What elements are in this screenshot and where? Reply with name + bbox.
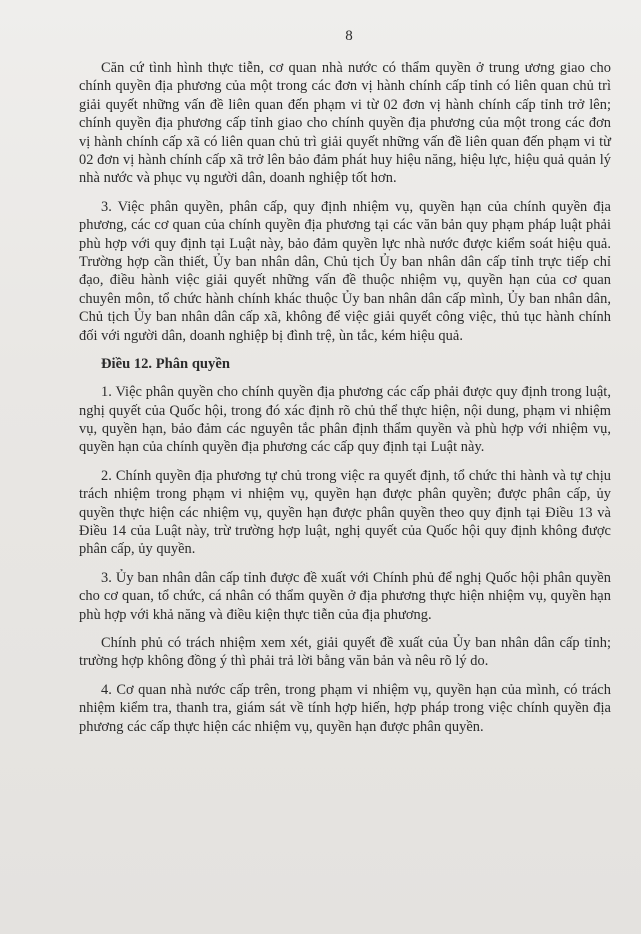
article-heading: Điều 12. Phân quyền: [101, 356, 230, 373]
paragraph: 2. Chính quyền địa phương tự chủ trong việc ra quyết định, tổ chức thi hành và tự chịu trách nhiệm trong phạm vi nhiệm vụ, quyền hạn được phân quyền; được phân cấp, ủy quyền thực hiện các nhiệm vụ, quyền hạn được phân quyền theo quy định tại Điều 13 và Điều 14 của Luật này, trừ trường hợp luật, nghị quyết của Quốc hội quy định không được phân cấp, ủy quyền.: [79, 467, 611, 558]
paragraph: Căn cứ tình hình thực tiễn, cơ quan nhà nước có thẩm quyền ở trung ương giao cho chính quyền địa phương của một trong các đơn vị hành chính cấp tỉnh có liên quan chủ trì giải quyết những vấn đề liên quan đến phạm vi từ 02 đơn vị hành chính cấp tỉnh trở lên; chính quyền địa phương cấp tỉnh giao cho chính quyền địa phương của một trong các đơn vị hành chính cấp xã có liên quan chủ trì giải quyết những vấn đề liên quan đến phạm vi từ 02 đơn vị hành chính cấp xã trở lên bảo đảm phát huy hiệu năng, hiệu lực, hiệu quả quản lý nhà nước và phục vụ người dân, doanh nghiệp tốt hơn.: [79, 60, 611, 187]
paragraph: 3. Ủy ban nhân dân cấp tỉnh được đề xuất với Chính phủ để nghị Quốc hội phân quyền cho cơ quan, tổ chức, cá nhân có thẩm quyền ở địa phương thực hiện nhiệm vụ, quyền hạn phù hợp với khả năng và điều kiện thực tiễn của địa phương.: [79, 569, 611, 623]
paragraph: Chính phủ có trách nhiệm xem xét, giải quyết đề xuất của Ủy ban nhân dân cấp tỉnh; trường hợp không đồng ý thì phải trả lời bằng văn bản và nêu rõ lý do.: [79, 634, 611, 670]
paragraph: 4. Cơ quan nhà nước cấp trên, trong phạm vi nhiệm vụ, quyền hạn của mình, có trách nhiệm kiểm tra, thanh tra, giám sát về tính hợp hiến, hợp pháp trong việc chính quyền địa phương các cấp thực hiện các nhiệm vụ, quyền hạn được phân quyền.: [79, 681, 611, 735]
paragraph: 3. Việc phân quyền, phân cấp, quy định nhiệm vụ, quyền hạn của chính quyền địa phương, các cơ quan của chính quyền địa phương tại các văn bản quy phạm pháp luật phải phù hợp với quy định tại Luật này, bảo đảm quyền lực nhà nước được kiểm soát hiệu quả. Trường hợp cần thiết, Ủy ban nhân dân, Chủ tịch Ủy ban nhân dân cấp tỉnh trực tiếp chỉ đạo, điều hành việc giải quyết những vấn đề thuộc nhiệm vụ, quyền hạn của cơ quan chuyên môn, tổ chức hành chính khác thuộc Ủy ban nhân dân cấp mình, Ủy ban nhân dân, Chủ tịch Ủy ban nhân dân cấp xã, không để việc giải quyết công việc, thủ tục hành chính đối với người dân, doanh nghiệp bị đình trệ, ùn tắc, kém hiệu quả.: [79, 198, 611, 344]
paragraph: 1. Việc phân quyền cho chính quyền địa phương các cấp phải được quy định trong luật, nghị quyết của Quốc hội, trong đó xác định rõ chủ thể thực hiện, nội dung, phạm vi nhiệm vụ, quyền hạn, bảo đảm các nguyên tắc phân định thẩm quyền và phù hợp với nhiệm vụ, quyền hạn của chính quyền địa phương các cấp quy định tại Luật này.: [79, 384, 611, 456]
page-number: 8: [345, 28, 353, 44]
